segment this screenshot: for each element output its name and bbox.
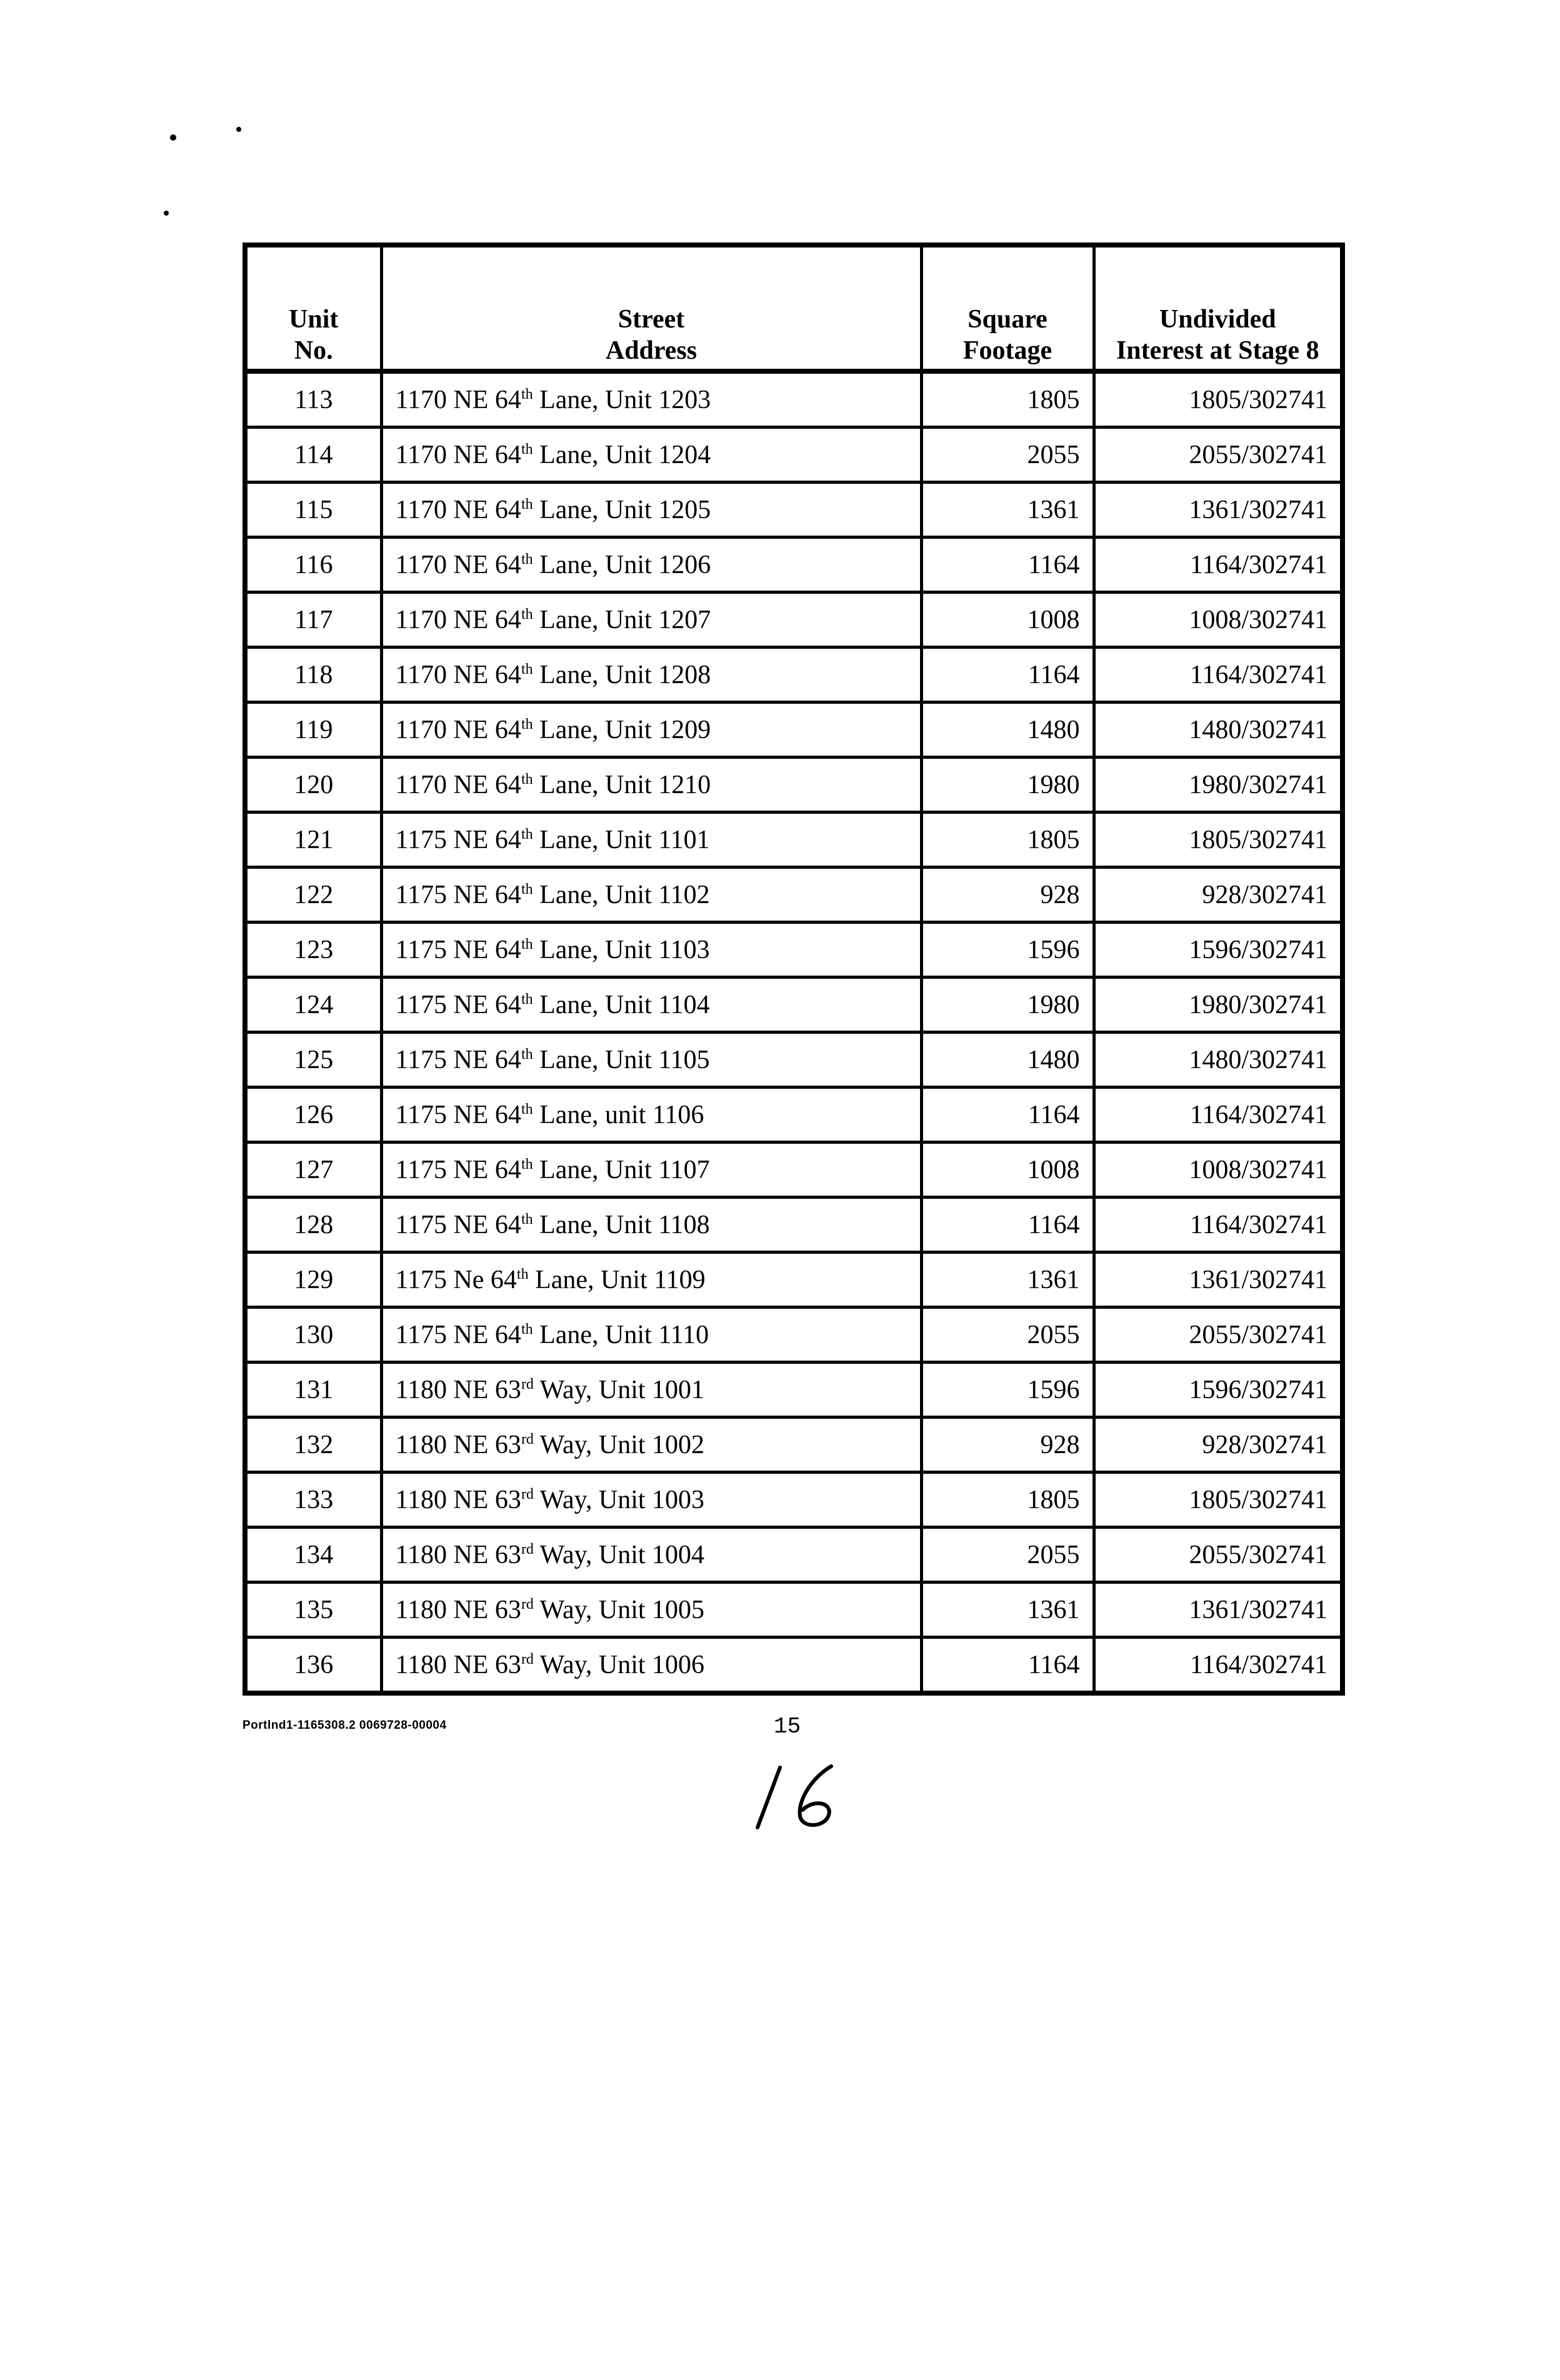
address-rest: Lane, unit 1106	[532, 1100, 704, 1129]
address-street: 1170 NE 64	[395, 495, 521, 524]
undivided-interest-cell: 1164/302741	[1094, 1088, 1342, 1142]
address-ordinal-suffix: th	[521, 1321, 533, 1338]
address-ordinal-suffix: th	[521, 826, 533, 842]
header-street-line2: Address	[605, 336, 698, 365]
unit-number-cell: 136	[245, 1638, 381, 1694]
table-row	[245, 592, 1342, 648]
table-row	[245, 1032, 1342, 1088]
table-row	[245, 1418, 1342, 1472]
street-address-cell	[381, 978, 921, 1032]
unit-number-cell: 133	[245, 1472, 381, 1528]
unit-number-cell: 131	[245, 1362, 381, 1418]
table-row	[245, 1638, 1342, 1694]
unit-number-cell: 120	[245, 758, 381, 812]
street-address-cell	[381, 1032, 921, 1088]
table-row	[245, 538, 1342, 592]
street-address-cell	[381, 922, 921, 978]
address-ordinal-suffix: th	[521, 771, 533, 788]
header-unit-no	[245, 245, 381, 371]
address-ordinal-suffix: th	[521, 881, 533, 898]
street-address-cell	[381, 1638, 921, 1694]
address-rest: Lane, Unit 1103	[532, 935, 710, 964]
unit-number-cell: 117	[245, 592, 381, 648]
street-address-cell	[381, 812, 921, 868]
street-address-cell	[381, 1362, 921, 1418]
unit-number-cell: 115	[245, 482, 381, 538]
address-ordinal-suffix: th	[521, 1046, 533, 1062]
unit-number-cell: 113	[245, 371, 381, 428]
page-number: 15	[774, 1714, 801, 1739]
street-address-cell	[381, 758, 921, 812]
address-street: 1175 NE 64	[395, 935, 521, 964]
address-street: 1170 NE 64	[395, 605, 521, 634]
unit-number-cell: 135	[245, 1582, 381, 1638]
street-address-cell	[381, 592, 921, 648]
address-rest: Lane, Unit 1104	[532, 990, 710, 1019]
undivided-interest-cell: 1805/302741	[1094, 1472, 1342, 1528]
header-unit-no-line2: No.	[294, 336, 333, 365]
address-ordinal-suffix: th	[521, 991, 533, 1008]
undivided-interest-cell: 1480/302741	[1094, 1032, 1342, 1088]
address-ordinal-suffix: th	[521, 386, 533, 402]
undivided-interest-cell: 1596/302741	[1094, 1362, 1342, 1418]
address-rest: Lane, Unit 1109	[528, 1265, 706, 1294]
address-ordinal-suffix: rd	[521, 1486, 534, 1502]
document-id: Portlnd1-1165308.2 0069728-00004	[242, 1719, 447, 1732]
street-address-cell	[381, 1528, 921, 1582]
undivided-interest-cell: 2055/302741	[1094, 1308, 1342, 1362]
square-footage-cell: 1805	[921, 1472, 1094, 1528]
undivided-interest-cell: 1361/302741	[1094, 1252, 1342, 1308]
address-rest: Lane, Unit 1105	[532, 1045, 710, 1074]
street-address-cell	[381, 1582, 921, 1638]
street-address-cell	[381, 1252, 921, 1308]
address-street: 1175 NE 64	[395, 1045, 521, 1074]
undivided-interest-cell: 2055/302741	[1094, 428, 1342, 482]
address-ordinal-suffix: th	[521, 606, 533, 622]
street-address-cell	[381, 1472, 921, 1528]
table-row	[245, 1472, 1342, 1528]
unit-number-cell: 123	[245, 922, 381, 978]
undivided-interest-cell: 1596/302741	[1094, 922, 1342, 978]
undivided-interest-cell: 1361/302741	[1094, 1582, 1342, 1638]
address-rest: Way, Unit 1002	[533, 1430, 705, 1459]
unit-number-cell: 121	[245, 812, 381, 868]
square-footage-cell: 928	[921, 868, 1094, 922]
address-rest: Lane, Unit 1203	[532, 385, 711, 414]
street-address-cell	[381, 1088, 921, 1142]
table-row	[245, 1088, 1342, 1142]
undivided-interest-cell: 1980/302741	[1094, 978, 1342, 1032]
square-footage-cell: 1805	[921, 371, 1094, 428]
header-undivided-interest	[1094, 245, 1342, 371]
undivided-interest-cell: 1361/302741	[1094, 482, 1342, 538]
table-row	[245, 1198, 1342, 1252]
table-row	[245, 371, 1342, 428]
table-row	[245, 1582, 1342, 1638]
unit-number-cell: 132	[245, 1418, 381, 1472]
unit-number-cell: 125	[245, 1032, 381, 1088]
address-street: 1180 NE 63	[395, 1430, 521, 1459]
address-street: 1180 NE 63	[395, 1595, 521, 1624]
square-footage-cell: 1480	[921, 702, 1094, 758]
table-row	[245, 1308, 1342, 1362]
address-ordinal-suffix: th	[521, 1156, 533, 1172]
address-ordinal-suffix: th	[516, 1266, 529, 1282]
unit-number-cell: 127	[245, 1142, 381, 1198]
address-street: 1175 NE 64	[395, 880, 521, 909]
header-street-line1: Street	[618, 305, 685, 334]
address-street: 1180 NE 63	[395, 1540, 521, 1569]
address-ordinal-suffix: th	[521, 551, 533, 568]
address-ordinal-suffix: th	[521, 661, 533, 678]
address-ordinal-suffix: rd	[521, 1431, 534, 1448]
header-street-address	[381, 245, 921, 371]
address-ordinal-suffix: rd	[521, 1596, 534, 1612]
address-rest: Lane, Unit 1204	[532, 440, 711, 469]
address-street: 1175 Ne 64	[395, 1265, 517, 1294]
table-body	[245, 371, 1342, 1693]
table-row	[245, 812, 1342, 868]
street-address-cell	[381, 428, 921, 482]
address-rest: Way, Unit 1003	[533, 1485, 705, 1514]
address-rest: Lane, Unit 1110	[532, 1320, 709, 1349]
address-rest: Lane, Unit 1108	[532, 1210, 710, 1239]
address-rest: Lane, Unit 1206	[532, 550, 711, 579]
address-ordinal-suffix: th	[521, 716, 533, 732]
unit-interest-table	[242, 242, 1345, 1696]
undivided-interest-cell: 1164/302741	[1094, 1638, 1342, 1694]
undivided-interest-cell: 1480/302741	[1094, 702, 1342, 758]
street-address-cell	[381, 482, 921, 538]
table-row	[245, 702, 1342, 758]
handwritten-page-number	[744, 1762, 856, 1831]
undivided-interest-cell: 928/302741	[1094, 868, 1342, 922]
address-rest: Lane, Unit 1101	[532, 825, 710, 854]
table-header-row	[245, 245, 1342, 371]
address-street: 1170 NE 64	[395, 385, 521, 414]
unit-number-cell: 114	[245, 428, 381, 482]
undivided-interest-cell: 1805/302741	[1094, 812, 1342, 868]
address-street: 1170 NE 64	[395, 715, 521, 744]
address-street: 1175 NE 64	[395, 825, 521, 854]
square-footage-cell: 1596	[921, 922, 1094, 978]
table-row	[245, 758, 1342, 812]
address-street: 1170 NE 64	[395, 550, 521, 579]
address-ordinal-suffix: th	[521, 1101, 533, 1118]
street-address-cell	[381, 1142, 921, 1198]
square-footage-cell: 1980	[921, 978, 1094, 1032]
address-rest: Way, Unit 1005	[533, 1595, 705, 1624]
square-footage-cell: 1980	[921, 758, 1094, 812]
table-row	[245, 648, 1342, 702]
scan-speck	[236, 127, 241, 132]
square-footage-cell: 2055	[921, 1308, 1094, 1362]
square-footage-cell: 1008	[921, 1142, 1094, 1198]
undivided-interest-cell: 928/302741	[1094, 1418, 1342, 1472]
table-row	[245, 978, 1342, 1032]
street-address-cell	[381, 538, 921, 592]
street-address-cell	[381, 371, 921, 428]
address-rest: Way, Unit 1001	[533, 1375, 705, 1404]
header-sqft-line1: Square	[968, 305, 1048, 334]
unit-number-cell: 124	[245, 978, 381, 1032]
square-footage-cell: 1480	[921, 1032, 1094, 1088]
unit-number-cell: 119	[245, 702, 381, 758]
street-address-cell	[381, 868, 921, 922]
square-footage-cell: 1164	[921, 1638, 1094, 1694]
scan-speck	[170, 134, 176, 141]
undivided-interest-cell: 1805/302741	[1094, 371, 1342, 428]
address-street: 1170 NE 64	[395, 660, 521, 689]
address-rest: Lane, Unit 1102	[532, 880, 710, 909]
square-footage-cell: 2055	[921, 428, 1094, 482]
address-rest: Lane, Unit 1210	[532, 770, 711, 799]
address-street: 1180 NE 63	[395, 1485, 521, 1514]
undivided-interest-cell: 1008/302741	[1094, 1142, 1342, 1198]
table-row	[245, 1528, 1342, 1582]
scan-speck	[164, 211, 169, 216]
address-street: 1175 NE 64	[395, 1210, 521, 1239]
table-row	[245, 1252, 1342, 1308]
address-rest: Lane, Unit 1208	[532, 660, 711, 689]
address-ordinal-suffix: th	[521, 441, 533, 458]
street-address-cell	[381, 648, 921, 702]
square-footage-cell: 1596	[921, 1362, 1094, 1418]
address-ordinal-suffix: rd	[521, 1541, 534, 1558]
unit-number-cell: 128	[245, 1198, 381, 1252]
undivided-interest-cell: 1164/302741	[1094, 1198, 1342, 1252]
street-address-cell	[381, 1308, 921, 1362]
address-street: 1170 NE 64	[395, 770, 521, 799]
address-street: 1170 NE 64	[395, 440, 521, 469]
address-ordinal-suffix: th	[521, 936, 533, 952]
street-address-cell	[381, 702, 921, 758]
undivided-interest-cell: 1164/302741	[1094, 538, 1342, 592]
square-footage-cell: 1361	[921, 1252, 1094, 1308]
header-unit-no-line1: Unit	[289, 305, 339, 334]
unit-number-cell: 130	[245, 1308, 381, 1362]
undivided-interest-cell: 1164/302741	[1094, 648, 1342, 702]
unit-number-cell: 126	[245, 1088, 381, 1142]
address-street: 1180 NE 63	[395, 1650, 521, 1679]
table-row	[245, 482, 1342, 538]
square-footage-cell: 1164	[921, 1088, 1094, 1142]
unit-number-cell: 134	[245, 1528, 381, 1582]
table-row	[245, 922, 1342, 978]
square-footage-cell: 1164	[921, 538, 1094, 592]
header-interest-line1: Undivided	[1159, 305, 1276, 334]
undivided-interest-cell: 2055/302741	[1094, 1528, 1342, 1582]
address-rest: Way, Unit 1004	[533, 1540, 705, 1569]
address-rest: Lane, Unit 1107	[532, 1155, 710, 1184]
address-street: 1180 NE 63	[395, 1375, 521, 1404]
square-footage-cell: 1805	[921, 812, 1094, 868]
square-footage-cell: 1008	[921, 592, 1094, 648]
address-street: 1175 NE 64	[395, 990, 521, 1019]
table-row	[245, 1142, 1342, 1198]
street-address-cell	[381, 1418, 921, 1472]
address-rest: Lane, Unit 1205	[532, 495, 711, 524]
header-square-footage	[921, 245, 1094, 371]
square-footage-cell: 2055	[921, 1528, 1094, 1582]
address-street: 1175 NE 64	[395, 1155, 521, 1184]
square-footage-cell: 1361	[921, 1582, 1094, 1638]
table-row	[245, 1362, 1342, 1418]
header-sqft-line2: Footage	[962, 336, 1052, 365]
unit-number-cell: 122	[245, 868, 381, 922]
undivided-interest-cell: 1008/302741	[1094, 592, 1342, 648]
header-interest-line2: Interest at Stage 8	[1116, 336, 1319, 365]
square-footage-cell: 1361	[921, 482, 1094, 538]
unit-number-cell: 116	[245, 538, 381, 592]
table-row	[245, 868, 1342, 922]
address-street: 1175 NE 64	[395, 1100, 521, 1129]
address-ordinal-suffix: th	[521, 496, 533, 512]
address-rest: Lane, Unit 1207	[532, 605, 711, 634]
unit-number-cell: 129	[245, 1252, 381, 1308]
square-footage-cell: 1164	[921, 1198, 1094, 1252]
square-footage-cell: 928	[921, 1418, 1094, 1472]
address-ordinal-suffix: rd	[521, 1376, 534, 1392]
address-street: 1175 NE 64	[395, 1320, 521, 1349]
address-rest: Way, Unit 1006	[533, 1650, 705, 1679]
address-ordinal-suffix: rd	[521, 1651, 534, 1668]
address-rest: Lane, Unit 1209	[532, 715, 711, 744]
unit-number-cell: 118	[245, 648, 381, 702]
street-address-cell	[381, 1198, 921, 1252]
table-row	[245, 428, 1342, 482]
address-ordinal-suffix: th	[521, 1211, 533, 1228]
undivided-interest-cell: 1980/302741	[1094, 758, 1342, 812]
square-footage-cell: 1164	[921, 648, 1094, 702]
